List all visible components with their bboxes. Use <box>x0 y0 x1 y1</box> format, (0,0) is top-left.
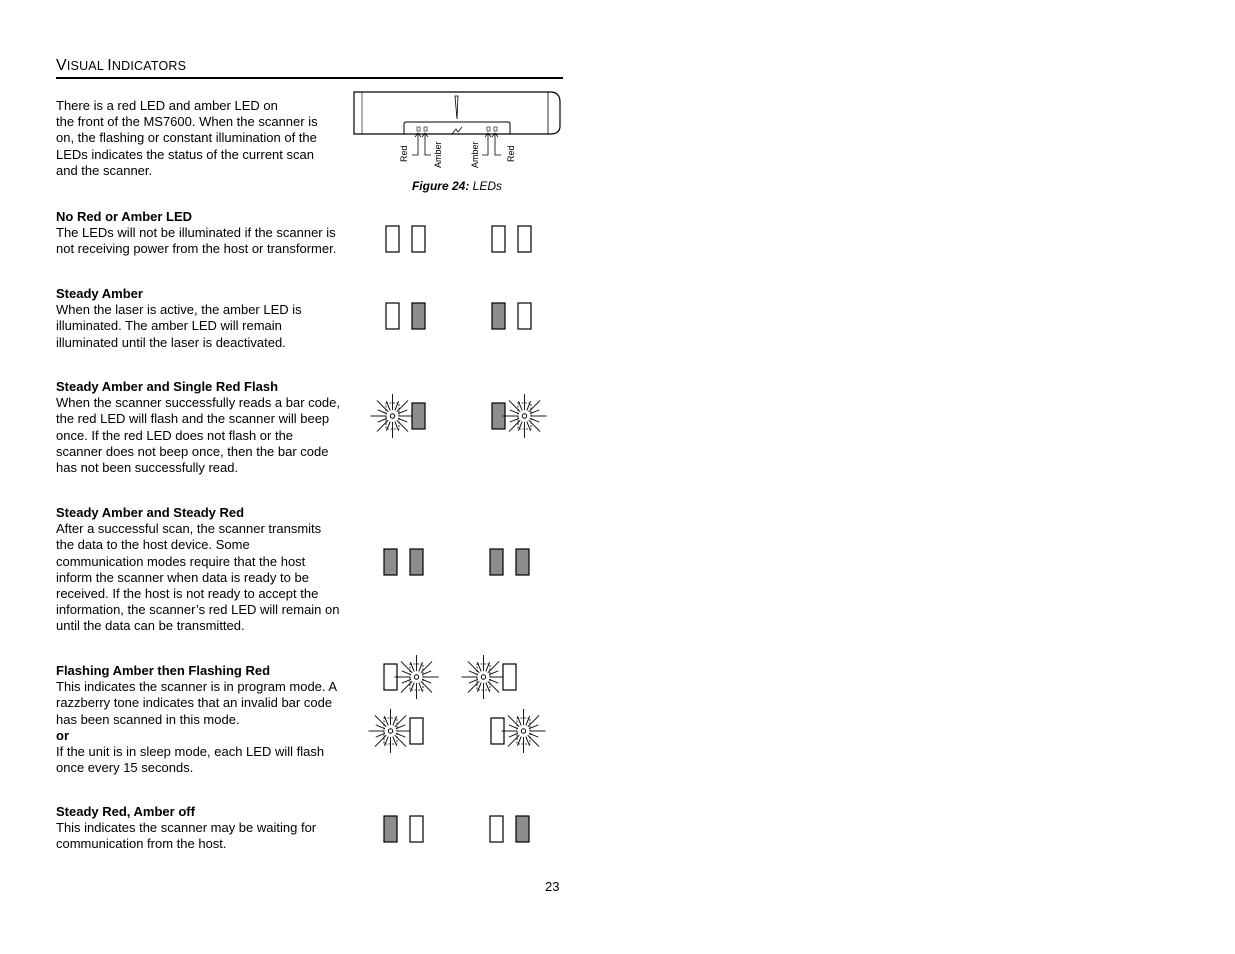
led-off <box>386 226 399 252</box>
section-title: Steady Amber <box>56 286 143 301</box>
section-body: This indicates the scanner may be waiting for communication from the host. <box>56 820 317 852</box>
led-flash <box>462 655 506 699</box>
section-or: or <box>56 727 69 743</box>
section-title: Steady Amber and Single Red Flash <box>56 379 279 394</box>
intro-paragraph: There is a red LED and amber LED on the front of the MS7600. When the scanner is on, the flashing or constant illumination of the LEDs indicates the status of the current scan and the scanner. <box>56 98 318 178</box>
page-number: 23 <box>545 879 560 894</box>
led-on <box>384 816 397 842</box>
led-off <box>503 664 516 690</box>
section-title: Steady Amber and Steady Red <box>56 505 245 520</box>
led-flash <box>503 394 547 438</box>
led-on <box>410 549 423 575</box>
led-on <box>412 403 425 429</box>
led-off <box>410 816 423 842</box>
led-on <box>412 303 425 329</box>
section-title: No Red or Amber LED <box>56 209 193 224</box>
section-title: Steady Red, Amber off <box>56 804 195 819</box>
figure-label-red-right: Red <box>506 145 516 162</box>
led-off <box>412 226 425 252</box>
figure-label-red-left: Red <box>399 145 409 162</box>
section-body: The LEDs will not be illuminated if the scanner is not receiving power from the host or transformer. <box>56 225 337 257</box>
section-body: This indicates the scanner is in program mode. A razzberry tone indicates that an invalid bar code has been scanned in this mode. <box>56 679 338 727</box>
section-body-alt: If the unit is in sleep mode, each LED will flash once every 15 seconds. <box>56 744 325 776</box>
led-off <box>518 303 531 329</box>
led-on <box>492 303 505 329</box>
led-off <box>492 226 505 252</box>
led-on <box>490 549 503 575</box>
section-body: When the laser is active, the amber LED is illuminated. The amber LED will remain illuminated until the laser is deactivated. <box>56 302 302 350</box>
section-body: When the scanner successfully reads a bar code, the red LED will flash and the scanner will beep once. If the red LED does not flash or the scanner does not beep once, then the bar code has not been successfully read. <box>56 395 340 476</box>
led-off <box>410 718 423 744</box>
led-flash <box>502 709 546 753</box>
led-off <box>490 816 503 842</box>
section-heading: VISUAL INDICATORS <box>56 57 563 79</box>
led-on <box>384 549 397 575</box>
led-on <box>516 549 529 575</box>
led-off <box>518 226 531 252</box>
led-flash <box>395 655 439 699</box>
led-flash <box>369 709 413 753</box>
section-body: After a successful scan, the scanner transmits the data to the host device. Some communication modes require that the host inform the scanner when data is ready to be received. If the host is not ready to accept the information, the scanner’s red LED will remain on until the data can be transmitted. <box>56 521 340 634</box>
figure-label-amber-right: Amber <box>470 141 480 168</box>
figure-label-amber-left: Amber <box>433 141 443 168</box>
figure-caption: Figure 24: LEDs <box>411 179 503 193</box>
led-on <box>516 816 529 842</box>
led-off <box>386 303 399 329</box>
section-title: Flashing Amber then Flashing Red <box>56 663 271 678</box>
led-flash <box>371 394 415 438</box>
